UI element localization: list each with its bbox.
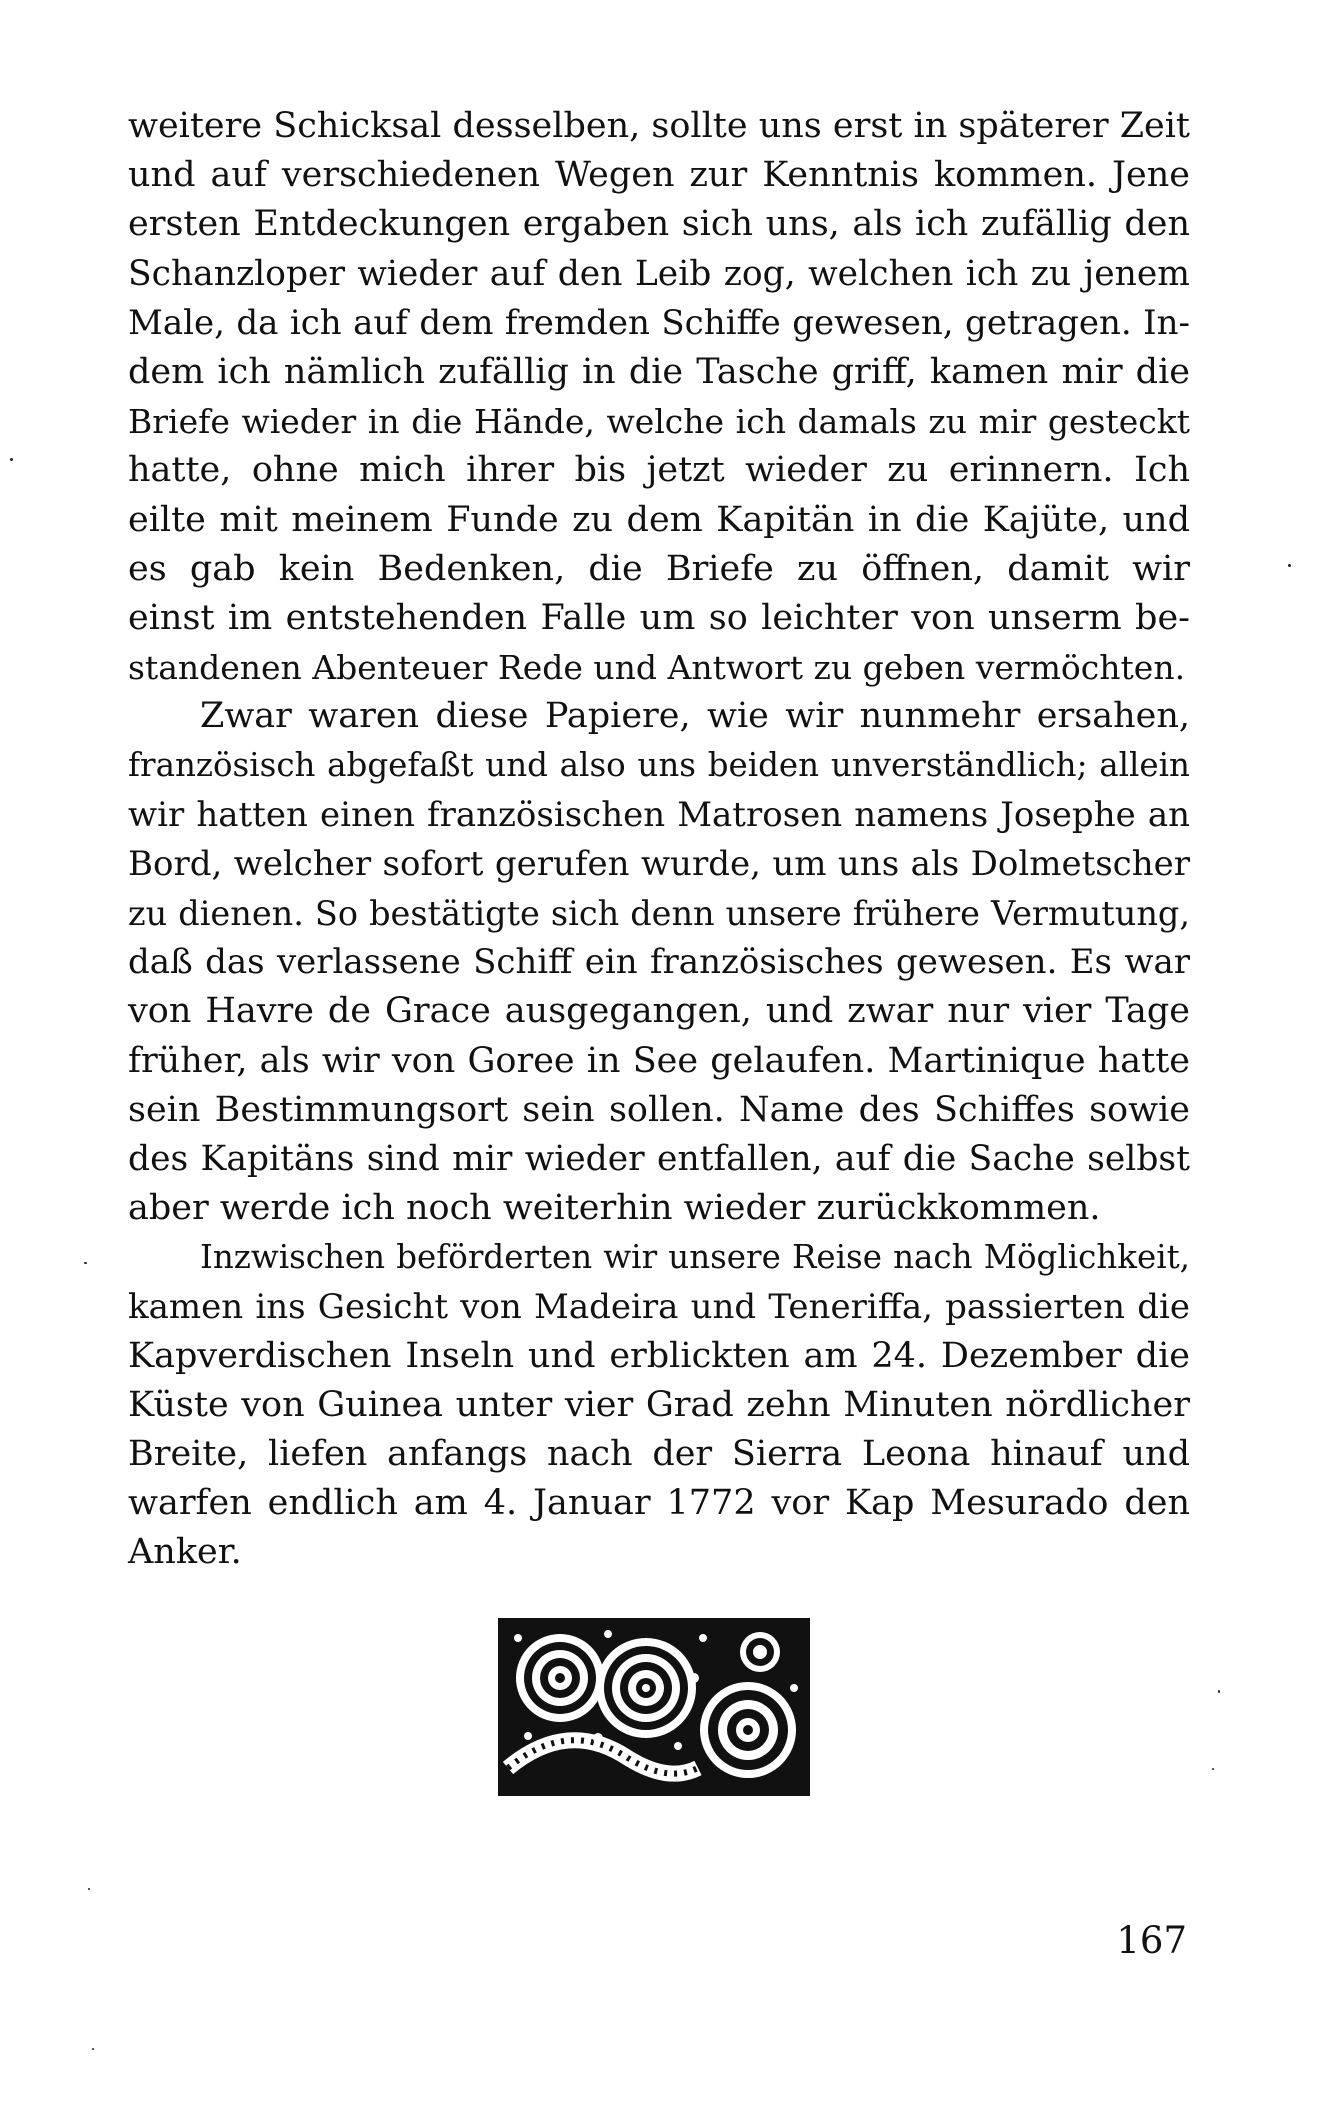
text-line: Anker. — [128, 1532, 242, 1573]
page-number: 167 — [1116, 1919, 1187, 1962]
text-line: früher, als wir von Goree in See gelaufen. Martinique hatte — [128, 1040, 1190, 1081]
text-line: kamen ins Gesicht von Madeira und Teneriffa, passierten die — [128, 1286, 1190, 1327]
body-text — [128, 102, 1190, 1578]
text-line: standenen Abenteuer Rede und Antwort zu geben vermöchten. — [128, 648, 1186, 688]
scan-speck — [1218, 1690, 1220, 1693]
text-line: französisch abgefaßt und also uns beiden unverständlich; allein — [128, 746, 1190, 785]
text-line: weitere Schicksal desselben, sollte uns erst in späterer Zeit — [128, 106, 1190, 146]
text-line: Zwar waren diese Papiere, wie wir nunmehr ersahen, — [200, 696, 1190, 737]
text-line: Inzwischen beförderten wir unsere Reise nach Möglichkeit, — [200, 1238, 1190, 1277]
text-line: Briefe wieder in die Hände, welche ich damals zu mir gesteckt — [128, 402, 1190, 442]
text-line: daß das verlassene Schiff ein französisches gewesen. Es war — [128, 942, 1190, 983]
text-line: zu dienen. So bestätigte sich denn unsere frühere Vermutung, — [128, 894, 1190, 933]
text-line: Schanzloper wieder auf den Leib zog, welchen ich zu jenem — [128, 253, 1190, 294]
text-line: eilte mit meinem Funde zu dem Kapitän in die Kajüte, und — [128, 499, 1190, 540]
text-line: Küste von Guinea unter vier Grad zehn Minuten nördlicher — [128, 1384, 1190, 1425]
text-line: und auf verschiedenen Wegen zur Kenntnis kommen. Jene — [128, 155, 1190, 196]
text-line: Male, da ich auf dem fremden Schiffe gewesen, getragen. In- — [128, 302, 1190, 343]
text-line: sein Bestimmungsort sein sollen. Name des Schiffes sowie — [128, 1089, 1190, 1130]
text-line: ersten Entdeckungen ergaben sich uns, als ich zufällig den — [128, 204, 1190, 245]
scan-speck — [1288, 564, 1291, 567]
scan-speck — [88, 1888, 90, 1890]
text-line: es gab kein Bedenken, die Briefe zu öffnen, damit wir — [128, 548, 1190, 589]
scan-speck — [1212, 1768, 1214, 1770]
text-line: einst im entstehenden Falle um so leichter von unserm be- — [128, 597, 1190, 638]
text-line: des Kapitäns sind mir wieder entfallen, auf die Sache selbst — [128, 1138, 1190, 1179]
scan-speck — [84, 1262, 87, 1264]
text-line: Bord, welcher sofort gerufen wurde, um uns als Dolmetscher — [128, 843, 1190, 884]
text-line: Kapverdischen Inseln und erblickten am 24. Dezember die — [128, 1335, 1190, 1376]
text-line: dem ich nämlich zufällig in die Tasche griff, kamen mir die — [128, 351, 1190, 392]
text-line: von Havre de Grace ausgegangen, und zwar nur vier Tage — [128, 991, 1190, 1032]
scan-speck — [92, 2048, 94, 2050]
text-line: hatte, ohne mich ihrer bis jetzt wieder zu erinnern. Ich — [128, 450, 1190, 491]
text-line: Breite, liefen anfangs nach der Sierra Leona hinauf und — [128, 1434, 1190, 1475]
swirl-vignette-ornament-icon — [498, 1618, 810, 1796]
text-line: aber werde ich noch weiterhin wieder zurückkommen. — [128, 1188, 1101, 1229]
scan-speck — [10, 458, 13, 461]
text-line: warfen endlich am 4. Januar 1772 vor Kap Mesurado den — [128, 1483, 1190, 1524]
text-line: wir hatten einen französischen Matrosen namens Josephe an — [128, 794, 1190, 835]
